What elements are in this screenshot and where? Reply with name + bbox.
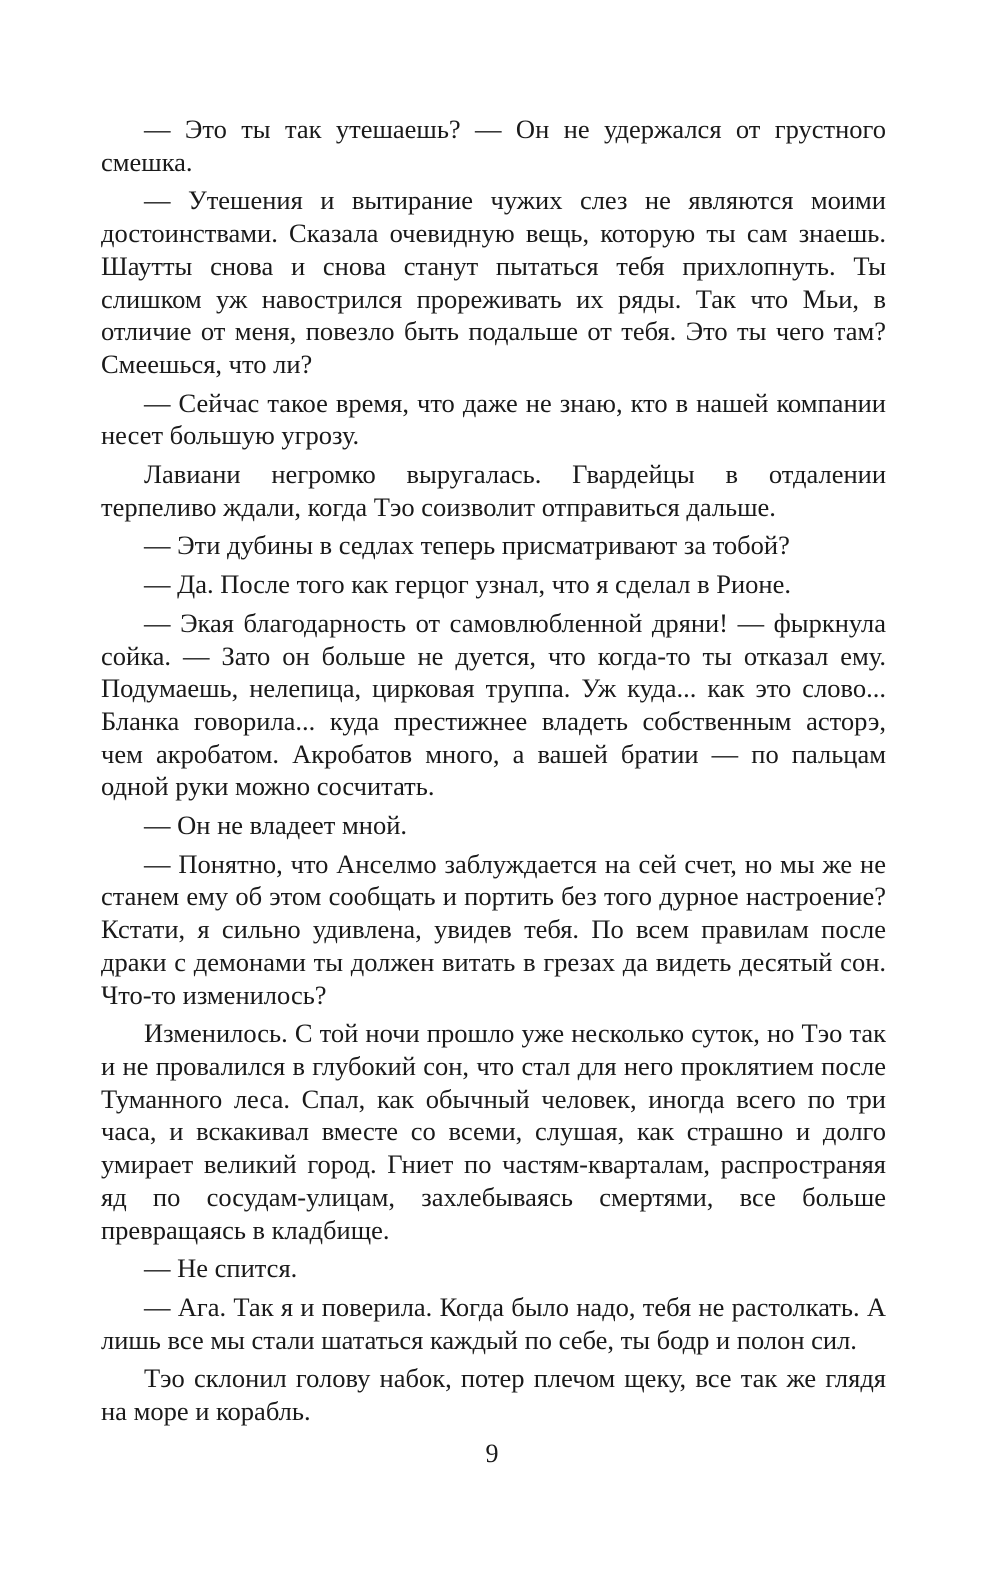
paragraph-10: Изменилось. С той ночи прошло уже несколько суток, но Тэо так и не провалился в глубокий сон, что стал для него проклятием после Туманного леса. Спал, как обычный человек, иногда всего по три часа, и вскакивал вместе со всеми, слушая, как страшно и долго умирает великий город. Гниет по частям-кварталам, распространяя яд по сосудам-улицам, захлебываясь смертями, все больше превращаясь в кладбище. <box>101 1018 886 1245</box>
paragraph-5: — Эти дубины в седлах теперь присматривают за тобой? <box>144 530 790 561</box>
paragraph-9: — Понятно, что Анселмо заблуждается на сей счет, но мы же не станем ему об этом сообщать и портить без того дурное настроение? Кстати, я сильно удивлена, увидев тебя. По всем правилам после драки с демонами ты должен витать в грезах да видеть десятый сон. Что-то изменилось? <box>101 848 886 1010</box>
page-text <box>101 113 886 1434</box>
paragraph-4: Лавиани негромко выругалась. Гвардейцы в отдалении терпеливо ждали, когда Тэо соизволит отправиться дальше. <box>101 459 886 522</box>
paragraph-2: — Утешения и вытирание чужих слез не являются моими достоинствами. Сказала очевидную вещь, которую ты сам знаешь. Шаутты снова и снова станут пытаться тебя прихлопнуть. Ты слишком уж навострился прореживать их ряды. Так что Мьи, в отличие от меня, повезло быть подальше от тебя. Это ты чего там? Смеешься, что ли? <box>101 185 886 379</box>
paragraph-7: — Экая благодарность от самовлюбленной дряни! — фыркнула сойка. — Зато он больше не дуется, что когда-то ты отказал ему. Подумаешь, нелепица, цирковая труппа. Уж куда... как это слово... Бланка говорила... куда престижнее владеть собственным асторэ, чем акробатом. Акробатов много, а вашей братии — по пальцам одной руки можно сосчитать. <box>101 607 886 802</box>
paragraph-11: — Не спится. <box>144 1253 298 1284</box>
paragraph-1: — Это ты так утешаешь? — Он не удержался от грустного смешка. <box>101 114 886 177</box>
paragraph-6: — Да. После того как герцог узнал, что я сделал в Рионе. <box>144 569 791 600</box>
paragraph-13: Тэо склонил голову набок, потер плечом щеку, все так же глядя на море и корабль. <box>101 1363 886 1427</box>
page-number: 9 <box>485 1439 499 1468</box>
paragraph-3: — Сейчас такое время, что даже не знаю, кто в нашей компании несет большую угрозу. <box>101 387 886 451</box>
paragraph-12: — Ага. Так я и поверила. Когда было надо, тебя не растолкать. А лишь все мы стали шататься каждый по себе, ты бодр и полон сил. <box>101 1291 886 1355</box>
paragraph-8: — Он не владеет мной. <box>144 810 408 841</box>
